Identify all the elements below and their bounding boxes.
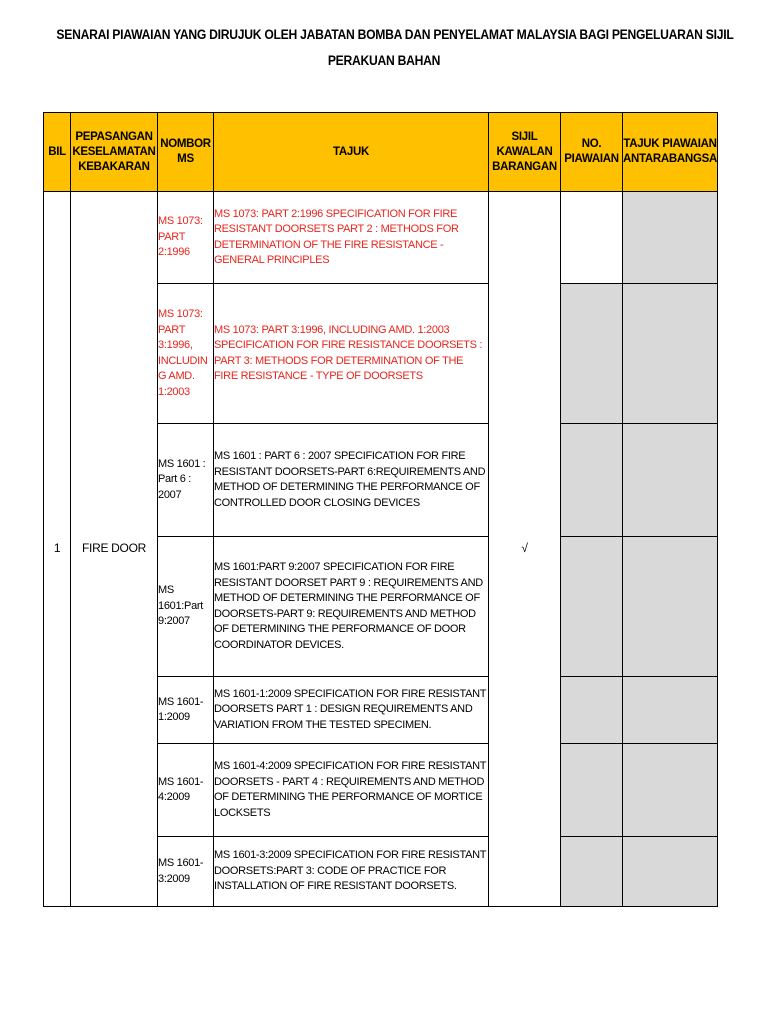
- tajuk-piawaian-cell: [623, 837, 718, 907]
- header-tajuk: TAJUK: [214, 113, 489, 192]
- page-title: [56, 22, 734, 74]
- page-title-line-2: PERAKUAN BAHAN: [327, 53, 441, 68]
- no-piawaian-cell: [561, 744, 623, 837]
- header-row: [44, 113, 718, 192]
- tajuk-piawaian-cell: [623, 744, 718, 837]
- ms-number-cell: MS 1601-3:2009: [158, 837, 214, 907]
- tajuk-cell: MS 1601-3:2009 SPECIFICATION FOR FIRE RESISTANT DOORSETS:PART 3: CODE OF PRACTICE FOR INSTALLATION OF FIRE RESISTANT DOORSETS.: [214, 837, 489, 907]
- tajuk-cell: MS 1601-4:2009 SPECIFICATION FOR FIRE RESISTANT DOORSETS - PART 4 : REQUIREMENTS AND METHOD OF DETERMINING THE PERFORMANCE OF MORTICE LOCKSETS: [214, 744, 489, 837]
- no-piawaian-cell: [561, 677, 623, 744]
- tajuk-cell: MS 1601-1:2009 SPECIFICATION FOR FIRE RESISTANT DOORSETS PART 1 : DESIGN REQUIREMENTS AND VARIATION FROM THE TESTED SPECIMEN.: [214, 677, 489, 744]
- header-no-piawaian: NO. PIAWAIAN: [561, 113, 623, 192]
- category-cell: FIRE DOOR: [71, 192, 158, 907]
- ms-number-cell: MS 1073: PART 2:1996: [158, 192, 214, 284]
- tajuk-cell: MS 1601:PART 9:2007 SPECIFICATION FOR FIRE RESISTANT DOORSET PART 9 : REQUIREMENTS AND METHOD OF DETERMINING THE PERFORMANCE OF DOORSETS-PART 9: REQUIREMENTS AND METHOD OF DETERMINING THE PERFORMANCE OF DOOR COORDINATOR DEVICES.: [214, 537, 489, 677]
- header-tajuk-piawaian: TAJUK PIAWAIAN ANTARABANGSA: [623, 113, 718, 192]
- bil-cell: 1: [44, 192, 71, 907]
- ms-number-cell: MS 1601-4:2009: [158, 744, 214, 837]
- page-title-line-1: SENARAI PIAWAIAN YANG DIRUJUK OLEH JABATAN BOMBA DAN PENYELAMAT MALAYSIA BAGI PENGELUARAN SIJIL: [56, 27, 734, 42]
- tajuk-piawaian-cell: [623, 537, 718, 677]
- no-piawaian-cell: [561, 424, 623, 537]
- ms-number-cell: MS 1601 : Part 6 : 2007: [158, 424, 214, 537]
- header-nombor-ms: NOMBOR MS: [158, 113, 214, 192]
- ms-number-cell: MS 1073: PART 3:1996, INCLUDIN G AMD. 1:2003: [158, 284, 214, 424]
- no-piawaian-cell: [561, 192, 623, 284]
- ms-number-cell: MS 1601:Part 9:2007: [158, 537, 214, 677]
- header-pepasangan: PEPASANGAN KESELAMATAN KEBAKARAN: [71, 113, 158, 192]
- header-sijil: SIJIL KAWALAN BARANGAN: [489, 113, 561, 192]
- tajuk-cell: MS 1073: PART 3:1996, INCLUDING AMD. 1:2003 SPECIFICATION FOR FIRE RESISTANCE DOORSETS : PART 3: METHODS FOR DETERMINATION OF THE FIRE RESISTANCE - TYPE OF DOORSETS: [214, 284, 489, 424]
- table-row: [44, 192, 718, 284]
- tajuk-cell: MS 1073: PART 2:1996 SPECIFICATION FOR FIRE RESISTANT DOORSETS PART 2 : METHODS FOR DETERMINATION OF THE FIRE RESISTANCE - GENERAL PRINCIPLES: [214, 192, 489, 284]
- standards-table: [43, 112, 718, 907]
- tajuk-piawaian-cell: [623, 424, 718, 537]
- tajuk-piawaian-cell: [623, 192, 718, 284]
- no-piawaian-cell: [561, 837, 623, 907]
- no-piawaian-cell: [561, 284, 623, 424]
- sijil-check-cell: √: [489, 192, 561, 907]
- tajuk-piawaian-cell: [623, 284, 718, 424]
- ms-number-cell: MS 1601-1:2009: [158, 677, 214, 744]
- header-bil: BIL: [44, 113, 71, 192]
- no-piawaian-cell: [561, 537, 623, 677]
- tajuk-piawaian-cell: [623, 677, 718, 744]
- tajuk-cell: MS 1601 : PART 6 : 2007 SPECIFICATION FOR FIRE RESISTANT DOORSETS-PART 6:REQUIREMENTS AND METHOD OF DETERMINING THE PERFORMANCE OF CONTROLLED DOOR CLOSING DEVICES: [214, 424, 489, 537]
